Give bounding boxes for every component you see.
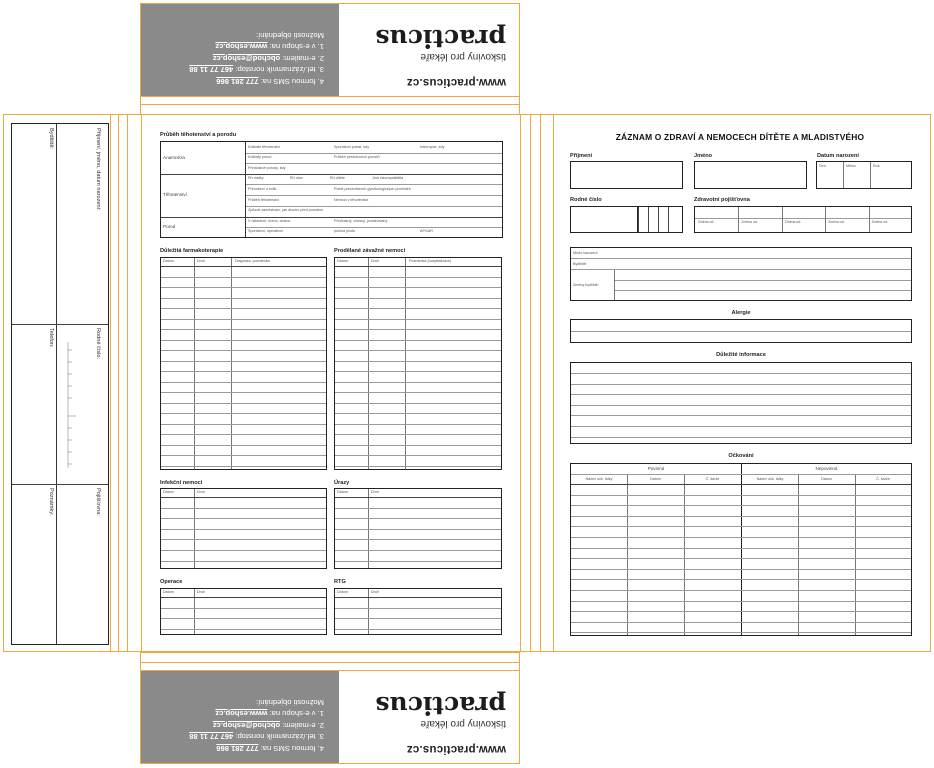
- bottom-flap-content: [141, 671, 520, 763]
- diseases-row-line: [335, 329, 501, 330]
- vaccination-title: Očkování: [728, 453, 754, 459]
- insurance-cell-divider: [782, 207, 783, 232]
- vaccination-col-header: Datum: [650, 477, 661, 481]
- pregnancy-cell: APGAR: [420, 229, 433, 234]
- pharma-row-line: [161, 361, 326, 362]
- vaccination-row-line: [571, 579, 911, 580]
- rtg-title: RTG: [334, 579, 346, 585]
- small-table-line: [335, 561, 501, 562]
- infect-col-date: Datum: [163, 490, 174, 494]
- pregnancy-cell: Interrupce, kdy: [420, 144, 445, 149]
- small-table-line: [335, 618, 501, 619]
- pregnancy-section-title: Průběh těhotenství a porodu: [160, 132, 237, 138]
- diseases-row-line: [335, 392, 501, 393]
- diseases-row-line: [335, 434, 501, 435]
- small-table-line: [335, 508, 501, 509]
- insurance-label: Zdravotní pojišťovna: [694, 197, 750, 203]
- pharma-row-line: [161, 392, 326, 393]
- pharma-row-line: [161, 455, 326, 456]
- diseases-row-line: [335, 424, 501, 425]
- flap-fold-line: [140, 662, 520, 663]
- vaccination-row-line: [571, 622, 911, 623]
- diseases-row-line: [335, 466, 501, 467]
- pregnancy-row-line: [246, 195, 502, 196]
- pharma-title: Důležitá farmakoterapie: [160, 248, 224, 254]
- spine-phone-label: Telefon:: [48, 328, 54, 348]
- address-divider: [614, 270, 615, 300]
- pregnancy-cell: Rh otce: [290, 176, 303, 181]
- pregnancy-cell: Průběh těhotenství: [248, 197, 279, 202]
- diseases-row-line: [335, 287, 501, 288]
- pharma-col-date: Datum: [163, 259, 174, 263]
- pregnancy-cell: Kolikáté těhotenství: [248, 144, 281, 149]
- pregnancy-row-line: [246, 227, 502, 228]
- fold-line: [520, 114, 521, 652]
- small-table-line: [161, 561, 326, 562]
- residence-label: Bydliště:: [573, 262, 587, 266]
- vaccination-split: [741, 464, 742, 635]
- brand-block: [346, 692, 506, 755]
- diseases-row-line: [335, 445, 501, 446]
- diseases-col-note: Poznámka (hospitalizace): [409, 259, 452, 263]
- spine-name-label: Příjmení, jméno, datum narození:: [95, 128, 101, 211]
- injury-col-date: Datum: [337, 490, 348, 494]
- group-anamnesis: Anamnéza: [163, 155, 185, 160]
- vaccination-row-line: [571, 611, 911, 612]
- address-line: [571, 269, 911, 270]
- diseases-row-line: [335, 455, 501, 456]
- pregnancy-cell: Přenošení o kolik: [248, 187, 277, 191]
- diseases-title: Prodělané závažné nemoci: [334, 248, 406, 254]
- eshop-url: www.eshop.cz: [215, 709, 268, 719]
- fold-line: [127, 114, 128, 652]
- order-line-1-label: 1. v e-shopu na:: [269, 42, 324, 52]
- rtg-col-date: Datum: [337, 590, 348, 594]
- pharma-row-line: [161, 298, 326, 299]
- small-table-line: [161, 539, 326, 540]
- order-line-4-label: 4. formou SMS na:: [260, 744, 324, 753]
- order-info: [144, 697, 324, 755]
- diseases-row-header-line: [335, 266, 501, 267]
- fold-line: [553, 114, 554, 652]
- spine-address-label: Bydliště:: [48, 128, 54, 150]
- fold-line: [118, 114, 119, 652]
- pregnancy-cell: Nemoci v těhotenství: [334, 197, 369, 202]
- pregnancy-table-divider: [245, 142, 246, 237]
- infect-title: Infekční nemoci: [160, 480, 203, 486]
- phone-number: 467 77 11 88: [189, 65, 234, 75]
- vaccination-row-line: [571, 495, 911, 496]
- vaccination-row-line: [571, 516, 911, 517]
- birthplace-label: Místo narození:: [573, 251, 599, 255]
- vaccination-row-line: [571, 526, 911, 527]
- small-table-header-line: [161, 597, 326, 598]
- surgery-col-divider: [194, 589, 195, 634]
- brand-block: [346, 25, 506, 88]
- birth-number-label: Rodné číslo: [570, 197, 602, 203]
- rtg-col-type: Druh: [371, 590, 379, 594]
- record-title: ZÁZNAM O ZDRAVÍ A NEMOCECH DÍTĚTE A MLADISTVÉHO: [615, 132, 865, 142]
- order-line-1-label: 1. v e-shopu na:: [269, 709, 324, 719]
- vaccination-row-line: [571, 505, 911, 506]
- order-title: Možnosti objednání:: [256, 31, 324, 40]
- birth-number-cell-divider: [658, 207, 659, 232]
- diseases-col-divider: [368, 258, 369, 469]
- spine-divider: [12, 484, 108, 485]
- small-table-line: [335, 608, 501, 609]
- pregnancy-cell: Rh dítěte: [330, 176, 345, 181]
- dob-month: Měsíc: [846, 164, 856, 168]
- dob-day: Den: [819, 164, 826, 168]
- pregnancy-cell: Spontánní, operativní: [248, 229, 284, 234]
- first-name-field[interactable]: [694, 161, 807, 189]
- diseases-row-line: [335, 298, 501, 299]
- brand-tagline: tiskoviny pro lékaře: [420, 51, 506, 62]
- group-birth: Porod: [163, 224, 176, 229]
- pregnancy-group-divider: [161, 217, 502, 218]
- residence-changes-label: Změny bydliště:: [573, 283, 599, 287]
- pregnancy-cell: Počet preventivních gynekologických prohlídek: [334, 187, 411, 191]
- sms-number: 777 281 866: [216, 77, 259, 86]
- vaccination-row-line: [571, 601, 911, 602]
- pharma-row-line: [161, 445, 326, 446]
- diseases-row-line: [335, 308, 501, 309]
- important-info-line: [571, 426, 911, 427]
- pharma-row-line: [161, 277, 326, 278]
- first-name-label: Jméno: [694, 153, 713, 159]
- small-table-line: [335, 529, 501, 530]
- order-email: obchod@eshop.cz: [212, 721, 281, 730]
- fold-line: [540, 114, 541, 652]
- important-info-line: [571, 437, 911, 438]
- pregnancy-row-line: [246, 153, 502, 154]
- vaccination-header-line: [571, 474, 911, 475]
- small-table-header-line: [335, 497, 501, 498]
- insurance-cell-divider: [869, 207, 870, 232]
- vaccination-header-line: [571, 484, 911, 485]
- small-table-line: [161, 629, 326, 630]
- vaccination-row-line: [571, 569, 911, 570]
- small-table-line: [161, 529, 326, 530]
- diseases-row-line: [335, 350, 501, 351]
- fold-line: [141, 114, 142, 652]
- dob-field[interactable]: [816, 161, 912, 189]
- injury-col-type: Druh: [371, 490, 379, 494]
- important-info-field[interactable]: [570, 362, 912, 444]
- website-url: www.practicus.cz: [406, 76, 506, 88]
- pharma-col-divider: [231, 258, 232, 469]
- important-info-title: Důležité informace: [716, 352, 766, 358]
- top-flap-content: [141, 4, 520, 96]
- insurance-change-label: Změna od:: [871, 220, 888, 224]
- order-line-4-label: 4. formou SMS na:: [260, 77, 324, 86]
- order-email: obchod@eshop.cz: [212, 54, 281, 63]
- pharma-row-line: [161, 308, 326, 309]
- small-table-line: [335, 518, 501, 519]
- pharma-row-line: [161, 287, 326, 288]
- vaccination-row-line: [571, 632, 911, 633]
- spine-divider: [56, 124, 57, 644]
- vaccination-col-header: Datum: [821, 477, 832, 481]
- brand-tagline: tiskoviny pro lékaře: [420, 718, 506, 729]
- dob-divider: [870, 162, 871, 188]
- surname-label: Příjmení: [570, 153, 593, 159]
- brand-logo: practicus: [375, 691, 506, 720]
- pharma-row-line: [161, 382, 326, 383]
- order-line-2-label: 2. e-mailem:: [282, 721, 324, 730]
- birth-number-field[interactable]: [570, 206, 683, 233]
- order-info: [144, 30, 324, 88]
- pregnancy-cell: Kolikátý porod: [248, 155, 272, 160]
- website-url: www.practicus.cz: [406, 743, 506, 755]
- birth-number-cell-divider: [668, 207, 669, 232]
- pharma-col-divider: [194, 258, 195, 469]
- order-line-3-label: 3. tel./záznamník nonstop:: [235, 65, 324, 75]
- pregnancy-cell: Předčasné porody, kdy: [248, 165, 286, 170]
- spine-divider: [12, 324, 108, 325]
- pregnancy-row-line: [246, 184, 502, 185]
- diseases-col-divider: [405, 258, 406, 469]
- pregnancy-cell: poloha plodu: [334, 229, 356, 234]
- flap-fold-line: [140, 96, 520, 97]
- pregnancy-cell: V ústavech, doma, cestou: [248, 218, 291, 223]
- infect-col-type: Druh: [197, 490, 205, 494]
- address-line: [614, 280, 911, 281]
- pregnancy-cell: Průběh předchozích porodů: [334, 155, 380, 160]
- flap-fold-line: [140, 104, 520, 105]
- diseases-row-line: [335, 371, 501, 372]
- brand-logo: practicus: [375, 24, 506, 53]
- birth-number-cell-divider: [648, 207, 649, 232]
- insurance-cell-divider: [825, 207, 826, 232]
- diseases-row-line: [335, 361, 501, 362]
- pharma-row-header-line: [161, 266, 326, 267]
- diseases-row-line: [335, 403, 501, 404]
- birth-number-ticks: [62, 340, 78, 470]
- pregnancy-cell: Jiná inkompatibilita: [372, 176, 404, 181]
- pharma-row-line: [161, 340, 326, 341]
- diseases-row-line: [335, 413, 501, 414]
- spine-insurance-label: Pojišťovna:: [95, 488, 101, 516]
- mandatory-header: Povinná: [647, 466, 665, 471]
- surgery-title: Operace: [160, 579, 183, 585]
- pharma-col-note: Diagnóza, poznámka: [235, 259, 270, 263]
- small-table-line: [161, 608, 326, 609]
- diseases-col-date: Datum: [337, 259, 348, 263]
- small-table-line: [335, 629, 501, 630]
- insurance-change-label: Změna od:: [784, 220, 802, 224]
- small-table-line: [335, 539, 501, 540]
- spine-birth-number-label: Rodné číslo:: [95, 328, 101, 360]
- allergy-title: Alergie: [731, 310, 751, 316]
- allergy-line: [571, 331, 911, 332]
- important-info-line: [571, 394, 911, 395]
- surgery-col-type: Druh: [197, 590, 205, 594]
- pharma-row-line: [161, 434, 326, 435]
- vaccination-col-header: Název očk. látky: [585, 477, 613, 481]
- vaccination-row-line: [571, 548, 911, 549]
- pregnancy-table: [160, 141, 503, 238]
- pharma-row-line: [161, 466, 326, 467]
- surgery-col-date: Datum: [163, 590, 174, 594]
- small-table-line: [161, 508, 326, 509]
- small-table-header-line: [335, 597, 501, 598]
- pharma-row-line: [161, 371, 326, 372]
- optional-header: Nepovinná: [815, 466, 838, 471]
- address-line: [614, 290, 911, 291]
- pharma-row-line: [161, 413, 326, 414]
- surname-field[interactable]: [570, 161, 683, 189]
- fold-line: [530, 114, 531, 652]
- important-info-line: [571, 415, 911, 416]
- diseases-row-line: [335, 340, 501, 341]
- diseases-table: [334, 257, 502, 470]
- pregnancy-cell: Rh matky: [248, 176, 264, 181]
- order-line-2-label: 2. e-mailem:: [282, 54, 324, 63]
- diseases-row-line: [335, 319, 501, 320]
- sms-number: 777 281 866: [216, 744, 259, 753]
- dob-divider: [843, 162, 844, 188]
- small-table-header-line: [161, 497, 326, 498]
- insurance-change-label: Změna od:: [828, 220, 845, 224]
- vaccination-col-header: Č. šarže: [876, 477, 890, 481]
- small-table-line: [161, 518, 326, 519]
- vaccination-row-line: [571, 590, 911, 591]
- vaccination-col-header: Název očk. látky: [756, 477, 784, 481]
- insurance-change-label: Změna od:: [698, 220, 715, 224]
- address-block[interactable]: [570, 247, 912, 301]
- pharma-row-line: [161, 329, 326, 330]
- insurance-line: [695, 218, 911, 219]
- pregnancy-row-line: [246, 163, 502, 164]
- vaccination-row-line: [571, 558, 911, 559]
- pharma-col-type: Druh: [197, 259, 205, 263]
- pharma-table: [160, 257, 327, 470]
- pharma-row-line: [161, 350, 326, 351]
- address-line: [571, 258, 911, 259]
- diseases-col-type: Druh: [371, 259, 379, 263]
- pregnancy-row-line: [246, 206, 502, 207]
- pregnancy-cell: Předčasný, včasný, protahovaný: [334, 218, 388, 223]
- small-table-line: [161, 550, 326, 551]
- eshop-url: www.eshop.cz: [215, 42, 268, 52]
- small-table-line: [161, 618, 326, 619]
- important-info-line: [571, 384, 911, 385]
- important-info-line: [571, 405, 911, 406]
- rtg-col-divider: [368, 589, 369, 634]
- order-line-3-label: 3. tel./záznamník nonstop:: [235, 732, 324, 742]
- order-title: Možnosti objednání:: [256, 698, 324, 707]
- group-pregnancy: Těhotenství: [163, 192, 188, 197]
- pharma-row-line: [161, 403, 326, 404]
- insurance-cell-divider: [738, 207, 739, 232]
- pregnancy-cell: Spontánní potrat, kdy: [334, 144, 370, 149]
- pharma-row-line: [161, 319, 326, 320]
- spine-notes-label: Poznámky:: [48, 488, 54, 516]
- fold-line: [110, 114, 111, 652]
- pregnancy-cell: Způsob zaměstnání, jak dlouho před porodem: [248, 208, 324, 213]
- diseases-row-line: [335, 277, 501, 278]
- small-table-line: [335, 550, 501, 551]
- pregnancy-group-divider: [161, 174, 502, 175]
- birth-number-cell-divider: [637, 207, 638, 232]
- dob-year: Rok: [873, 164, 880, 168]
- pharma-row-line: [161, 424, 326, 425]
- diseases-row-line: [335, 382, 501, 383]
- injury-title: Úrazy: [334, 480, 350, 486]
- vaccination-col-header: Č. šarže: [705, 477, 720, 481]
- insurance-change-label: Změna od:: [741, 220, 758, 224]
- vaccination-row-line: [571, 537, 911, 538]
- important-info-line: [571, 373, 911, 374]
- phone-number: 467 77 11 88: [189, 732, 234, 742]
- dob-label: Datum narození: [817, 153, 859, 159]
